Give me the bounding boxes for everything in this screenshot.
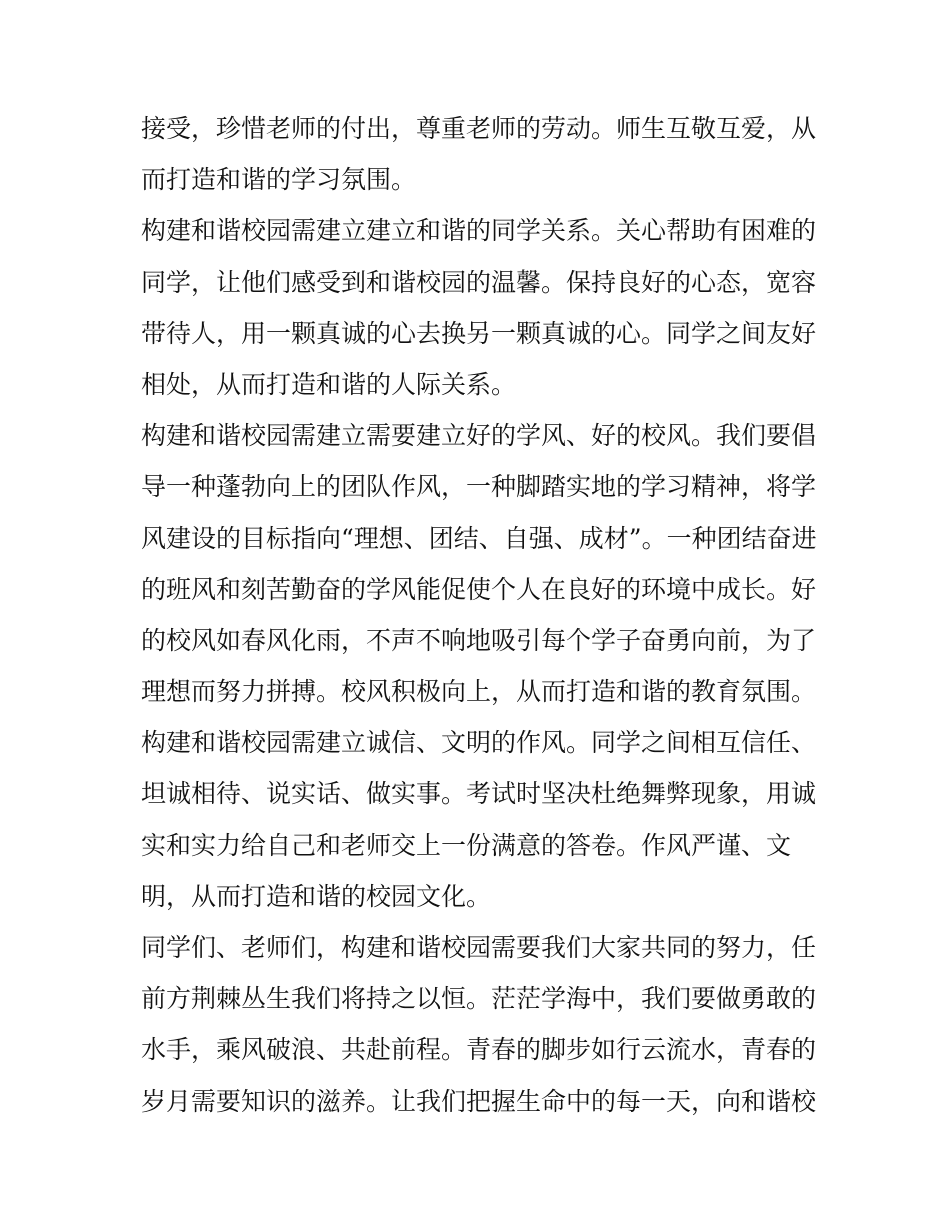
text-line: 坦诚相待、说实话、做实事。考试时坚决杜绝舞弊现象，用诚 xyxy=(141,779,817,809)
text-line: 同学们、老师们，构建和谐校园需要我们大家共同的努力，任 xyxy=(141,933,817,962)
text-line: 构建和谐校园需建立建立和谐的同学关系。关心帮助有困难的 xyxy=(141,216,817,246)
text-line: 构建和谐校园需建立需要建立好的学风、好的校风。我们要倡 xyxy=(141,421,817,451)
text-line: 岁月需要知识的滋养。让我们把握生命中的每一天，向和谐校 xyxy=(141,1086,817,1116)
document-body xyxy=(141,103,817,1127)
text-line: 实和实力给自己和老师交上一份满意的答卷。作风严谨、文 xyxy=(141,830,792,860)
text-line: 构建和谐校园需建立诚信、文明的作风。同学之间相互信任、 xyxy=(141,728,817,758)
text-line: 带待人，用一颗真诚的心去换另一颗真诚的心。同学之间友好 xyxy=(141,318,817,348)
text-line: 理想而努力拼搏。校风积极向上，从而打造和谐的教育氛围。 xyxy=(141,677,817,707)
text-line: 而打造和谐的学习氛围。 xyxy=(141,165,417,195)
text-line: 水手，乘风破浪、共赴前程。青春的脚步如行云流水，青春的 xyxy=(141,1035,817,1065)
text-line: 导一种蓬勃向上的团队作风，一种脚踏实地的学习精神，将学 xyxy=(141,472,817,502)
text-line: 风建设的目标指向“理想、团结、自强、成材”。一种团结奋进 xyxy=(141,523,817,553)
text-line: 同学，让他们感受到和谐校园的温馨。保持良好的心态，宽容 xyxy=(141,267,817,297)
text-line: 相处，从而打造和谐的人际关系。 xyxy=(141,369,517,399)
text-line: 的班风和刻苦勤奋的学风能促使个人在良好的环境中成长。好 xyxy=(141,574,817,604)
text-line: 前方荆棘丛生我们将持之以恒。茫茫学海中，我们要做勇敢的 xyxy=(141,984,817,1014)
text-line: 的校风如春风化雨，不声不响地吸引每个学子奋勇向前，为了 xyxy=(141,625,817,655)
text-line: 明，从而打造和谐的校园文化。 xyxy=(141,881,492,911)
text-line: 接受，珍惜老师的付出，尊重老师的劳动。师生互敬互爱，从 xyxy=(141,114,817,143)
